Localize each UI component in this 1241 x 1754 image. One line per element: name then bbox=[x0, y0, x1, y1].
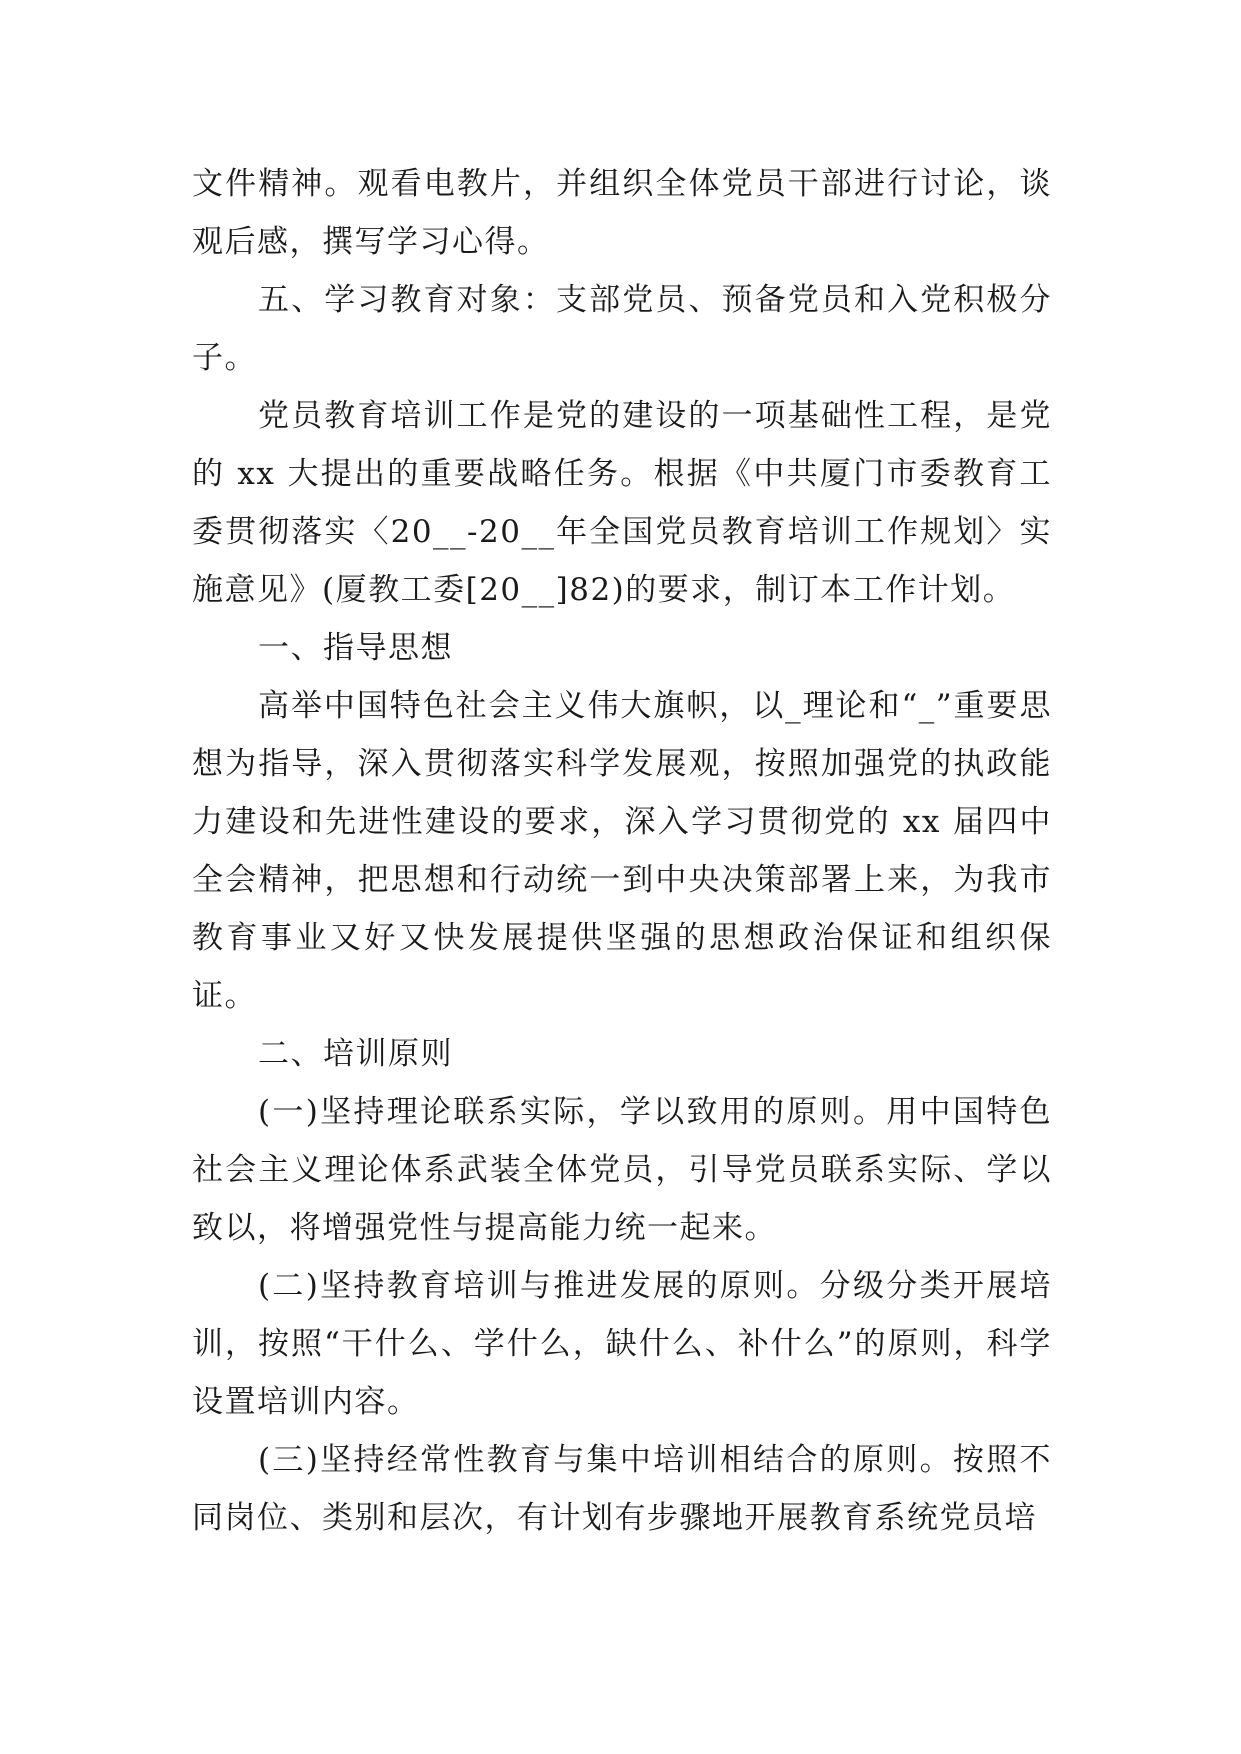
document-page bbox=[192, 155, 1052, 1547]
paragraph-principle-3: (三)坚持经常性教育与集中培训相结合的原则。按照不同岗位、类别和层次，有计划有步骤地开展教育系统党员培 bbox=[192, 1442, 1052, 1536]
paragraph-education-targets: 五、学习教育对象：支部党员、预备党员和入党积极分子。 bbox=[192, 282, 1052, 376]
paragraph-continuation: 文件精神。观看电教片，并组织全体党员干部进行讨论，谈观后感，撰写学习心得。 bbox=[192, 166, 1052, 260]
paragraph-principle-2: (二)坚持教育培训与推进发展的原则。分级分类开展培训，按照“干什么、学什么，缺什么、补什么”的原则，科学设置培训内容。 bbox=[192, 1268, 1052, 1420]
paragraph-guiding-ideology: 高举中国特色社会主义伟大旗帜，以_理论和“_”重要思想为指导，深入贯彻落实科学发展观，按照加强党的执政能力建设和先进性建设的要求，深入学习贯彻党的 xx 届四中全会精神，把思想和行动统一到中央决策部署上来，为我市教育事业又好又快发展提供坚强的思想政治保证和组织保证。 bbox=[192, 688, 1052, 1014]
heading-training-principles: 二、培训原则 bbox=[258, 1036, 453, 1072]
paragraph-principle-1: (一)坚持理论联系实际，学以致用的原则。用中国特色社会主义理论体系武装全体党员，引导党员联系实际、学以致以，将增强党性与提高能力统一起来。 bbox=[192, 1094, 1052, 1246]
paragraph-intro: 党员教育培训工作是党的建设的一项基础性工程，是党的 xx 大提出的重要战略任务。根据《中共厦门市委教育工委贯彻落实〈20__-20__年全国党员教育培训工作规划〉实施意见》(厦教工委[20__]82)的要求，制订本工作计划。 bbox=[192, 398, 1052, 608]
heading-guiding-ideology: 一、指导思想 bbox=[258, 630, 453, 666]
